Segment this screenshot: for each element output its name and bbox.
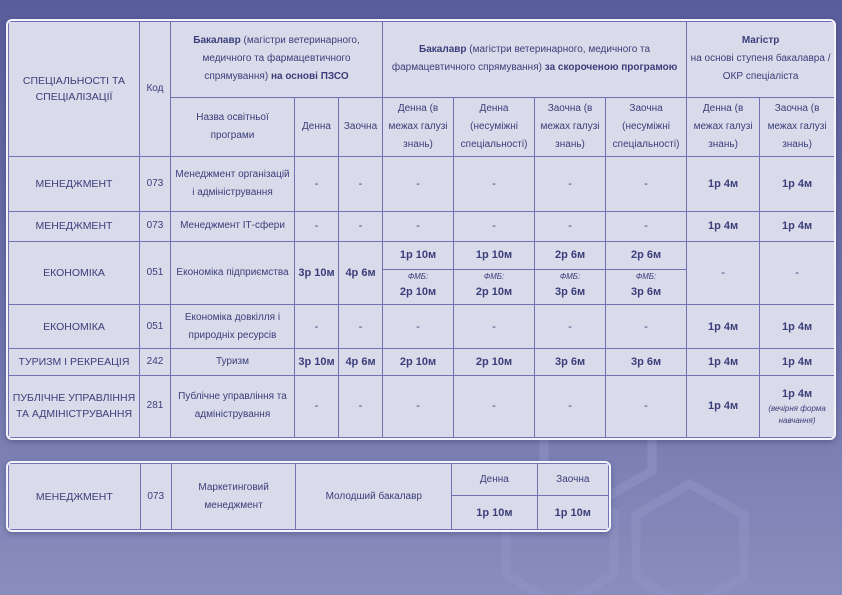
duration-cell: 1р 10м (537, 496, 608, 530)
duration-cell: - (535, 156, 606, 211)
duration-cell: - (535, 212, 606, 241)
duration-cell: 1р 4м (760, 349, 835, 375)
duration-cell: - (535, 375, 606, 438)
duration-cell: 1р 4м (760, 156, 835, 211)
table-row (9, 305, 835, 349)
table-row (9, 349, 835, 375)
duration-cell: - (383, 212, 454, 241)
duration-cell: 1р 10м (454, 241, 535, 269)
duration-cell: 2р 10м (454, 349, 535, 375)
code-cell: 242 (140, 349, 171, 375)
duration-cell: - (383, 305, 454, 349)
duration-cell: - (687, 241, 760, 304)
header-program-name: Назва освітньої програми (171, 97, 295, 156)
header-specialties: СПЕЦІАЛЬНОСТІ ТА СПЕЦІАЛІЗАЦІЇ (9, 22, 140, 157)
program-cell: Публічне управління та адміністрування (171, 375, 295, 438)
duration-cell: 2р 6м (535, 241, 606, 269)
duration-cell: 1р 4м (687, 212, 760, 241)
junior-bachelor-table (8, 463, 609, 530)
program-cell: Менеджмент організацій і адміністрування (171, 156, 295, 211)
duration-cell: - (339, 375, 383, 438)
duration-cell: 1р 4м (687, 349, 760, 375)
header-short-ext-other: Заочна (несуміжні спеціальності) (606, 97, 687, 156)
duration-cell: 3р 6м (606, 349, 687, 375)
junior-bachelor-table-panel (6, 461, 611, 532)
duration-cell: 3р 10м (295, 349, 339, 375)
table-row (9, 212, 835, 241)
fmb-cell: ФМБ: 3р 6м (535, 269, 606, 304)
duration-cell: 3р 10м (295, 241, 339, 304)
duration-cell: 1р 4м (760, 305, 835, 349)
duration-cell: - (454, 375, 535, 438)
program-cell: Туризм (171, 349, 295, 375)
code-cell: 073 (140, 464, 171, 530)
header-full-time: Денна (452, 464, 537, 496)
duration-cell: 3р 6м (535, 349, 606, 375)
header-master-ext: Заочна (в межах галузі знань) (760, 97, 835, 156)
duration-cell: 2р 10м (383, 349, 454, 375)
header-part-time: Заочна (537, 464, 608, 496)
duration-cell: 1р 4м (687, 305, 760, 349)
duration-cell: - (454, 305, 535, 349)
code-cell: 073 (140, 212, 171, 241)
duration-cell: - (339, 212, 383, 241)
specialty-cell: МЕНЕДЖМЕНТ (9, 156, 140, 211)
duration-cell: - (606, 305, 687, 349)
specialty-cell: ЕКОНОМІКА (9, 241, 140, 304)
duration-cell: 1р 4м (687, 375, 760, 438)
program-cell: Маркетинговий менеджмент (171, 464, 296, 530)
duration-cell: - (339, 305, 383, 349)
duration-cell: 4р 6м (339, 349, 383, 375)
duration-cell: 1р 4м (687, 156, 760, 211)
header-short-ext-in-field: Заочна (в межах галузі знань) (535, 97, 606, 156)
duration-cell: - (760, 241, 835, 304)
duration-cell: 1р 10м (452, 496, 537, 530)
header-bachelor-full: Бакалавр (магістри ветеринарного, медичного та фармацевтичного спрямування) на основі ПЗСО (171, 22, 383, 98)
header-master-day: Денна (в межах галузі знань) (687, 97, 760, 156)
duration-cell: - (295, 375, 339, 438)
duration-cell: 2р 6м (606, 241, 687, 269)
duration-cell: - (295, 212, 339, 241)
duration-cell: - (383, 156, 454, 211)
study-duration-table-panel (6, 19, 836, 440)
duration-cell: - (454, 212, 535, 241)
duration-cell: - (535, 305, 606, 349)
duration-cell: 1р 4м (вечірня форма навчання) (760, 375, 835, 438)
duration-cell: 1р 4м (760, 212, 835, 241)
header-code: Код (140, 22, 171, 157)
fmb-cell: ФМБ: 2р 10м (454, 269, 535, 304)
specialty-cell: ПУБЛІЧНЕ УПРАВЛІННЯ ТА АДМІНІСТРУВАННЯ (9, 375, 140, 438)
code-cell: 051 (140, 241, 171, 304)
duration-cell: - (606, 375, 687, 438)
header-bachelor-shortened: Бакалавр (магістри ветеринарного, медичного та фармацевтичного спрямування) за скороченою програмою (383, 22, 687, 98)
duration-cell: - (606, 156, 687, 211)
program-cell: Економіка довкілля і природніх ресурсів (171, 305, 295, 349)
specialty-cell: ТУРИЗМ І РЕКРЕАЦІЯ (9, 349, 140, 375)
specialty-cell: ЕКОНОМІКА (9, 305, 140, 349)
duration-cell: 1р 10м (383, 241, 454, 269)
table-row (9, 241, 835, 269)
specialty-cell: МЕНЕДЖМЕНТ (9, 212, 140, 241)
study-duration-table (8, 21, 835, 438)
specialty-cell: МЕНЕДЖМЕНТ (9, 464, 141, 530)
duration-cell: - (606, 212, 687, 241)
degree-cell: Молодший бакалавр (296, 464, 452, 530)
code-cell: 073 (140, 156, 171, 211)
duration-cell: - (383, 375, 454, 438)
duration-cell: - (295, 305, 339, 349)
code-cell: 281 (140, 375, 171, 438)
table-row (9, 375, 835, 438)
header-short-day-other: Денна (несуміжні спеціальності) (454, 97, 535, 156)
fmb-cell: ФМБ: 2р 10м (383, 269, 454, 304)
code-cell: 051 (140, 305, 171, 349)
header-master: Магістр на основі ступеня бакалавра / ОКР спеціаліста (687, 22, 835, 98)
program-cell: Економіка підприємства (171, 241, 295, 304)
duration-cell: 4р 6м (339, 241, 383, 304)
duration-cell: - (339, 156, 383, 211)
duration-cell: - (454, 156, 535, 211)
header-part-time: Заочна (339, 97, 383, 156)
fmb-cell: ФМБ: 3р 6м (606, 269, 687, 304)
duration-cell: - (295, 156, 339, 211)
header-short-day-in-field: Денна (в межах галузі знань) (383, 97, 454, 156)
program-cell: Менеджмент ІТ-сфери (171, 212, 295, 241)
header-full-time: Денна (295, 97, 339, 156)
table-row (9, 156, 835, 211)
